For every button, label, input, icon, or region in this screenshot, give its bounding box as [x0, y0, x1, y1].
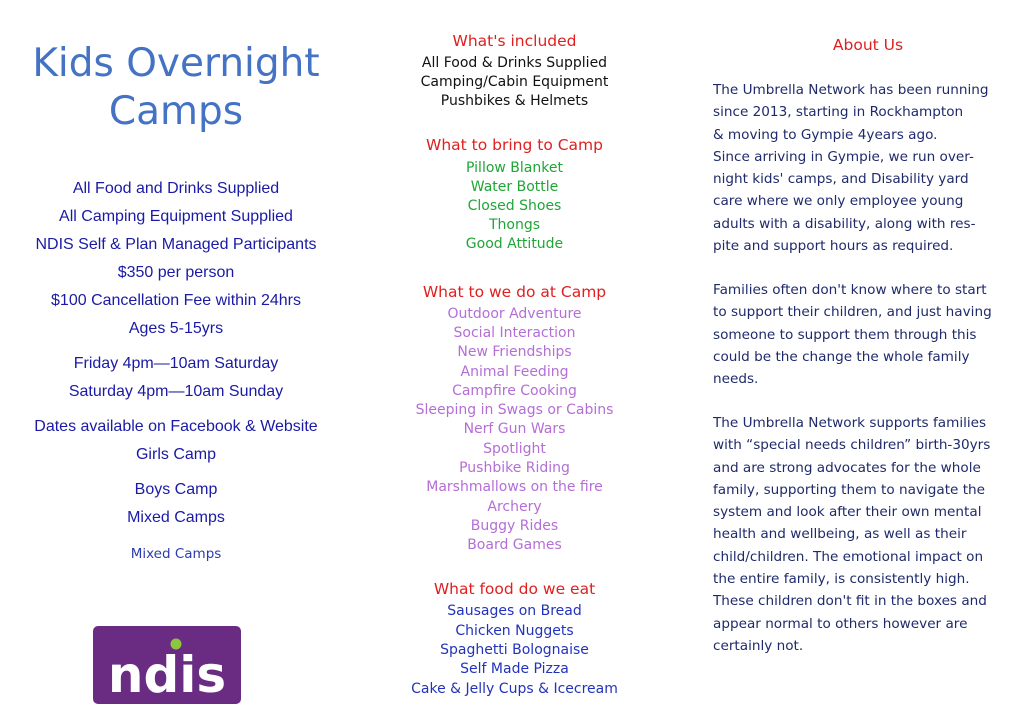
bring-item: Good Attitude	[465, 236, 564, 252]
about-line: to support their children, and just having	[713, 304, 992, 321]
about-line: certainly not.	[713, 637, 804, 654]
activity-item: Campfire Cooking	[452, 383, 577, 399]
page-title	[0, 40, 352, 136]
about-line: could be the change the whole family	[713, 348, 970, 365]
activity-item: Sleeping in Swags or Cabins	[415, 402, 614, 418]
about-line: pite and support hours as required.	[713, 238, 954, 255]
bring-item: Water Bottle	[470, 179, 559, 195]
about-line: since 2013, starting in Rockhampton	[713, 104, 964, 121]
about-paragraph-families	[713, 279, 1024, 390]
activity-item: Marshmallows on the fire	[426, 479, 603, 495]
activities-heading: What to we do at Camp	[422, 283, 607, 301]
about-line: & moving to Gympie 4years ago.	[713, 126, 938, 143]
activity-item: Outdoor Adventure	[447, 306, 582, 322]
activity-item: Archery	[487, 499, 542, 515]
info-saturday-times: Saturday 4pm—10am Sunday	[68, 383, 284, 400]
bring-item: Thongs	[488, 217, 541, 233]
activity-item: Social Interaction	[453, 325, 576, 341]
about-line: Families often don't know where to start	[713, 282, 987, 298]
about-line: health and wellbeing, as well as their	[713, 526, 967, 543]
activity-item: Pushbike Riding	[459, 460, 570, 476]
food-heading: What food do we eat	[433, 580, 596, 598]
about-line: appear normal to others however are	[713, 615, 968, 632]
activity-item: Buggy Rides	[470, 518, 559, 534]
about-line: These children don't fit in the boxes and	[713, 593, 987, 610]
info-cancellation-fee: $100 Cancellation Fee within 24hrs	[51, 292, 301, 309]
about-line: the entire family, is consistently high.	[713, 571, 970, 588]
about-line: needs.	[713, 371, 759, 388]
info-friday-times: Friday 4pm—10am Saturday	[73, 355, 279, 372]
info-price: $350 per person	[117, 264, 235, 281]
about-line: and are strong advocates for the whole	[713, 459, 981, 476]
activity-item: Spotlight	[483, 441, 546, 457]
about-line: care where we only employee young	[713, 193, 964, 210]
info-ndis-participants: NDIS Self & Plan Managed Participants	[35, 236, 317, 253]
about-line: family, supporting them to navigate the	[713, 481, 986, 498]
about-line: child/children. The emotional impact on	[713, 548, 984, 565]
info-girls-camp: Girls Camp	[135, 446, 216, 463]
about-line: The Umbrella Network has been running	[713, 82, 989, 98]
info-mixed-camps: Mixed Camps	[127, 509, 225, 526]
food-item: Sausages on Bread	[447, 603, 582, 619]
about-line: The Umbrella Network supports families	[713, 415, 987, 431]
activity-item: Animal Feeding	[460, 364, 569, 380]
ndis-logo-text: ndis	[107, 646, 227, 704]
included-item: Camping/Cabin Equipment	[420, 74, 609, 90]
about-paragraph-history	[713, 79, 1024, 257]
about-line: adults with a disability, along with res-	[713, 215, 976, 232]
bring-item: Pillow Blanket	[466, 160, 563, 176]
about-line: someone to support them through this	[713, 326, 977, 343]
activity-item: Board Games	[467, 537, 562, 553]
food-item: Chicken Nuggets	[455, 623, 574, 639]
ndis-logo	[93, 626, 241, 704]
food-item: Cake & Jelly Cups & Icecream	[411, 681, 618, 697]
included-heading: What's included	[452, 32, 577, 50]
activity-item: Nerf Gun Wars	[463, 421, 566, 437]
about-us-heading: About Us	[832, 36, 904, 54]
about-line: night kids' camps, and Disability yard	[713, 171, 969, 188]
info-food-drinks: All Food and Drinks Supplied	[72, 180, 280, 197]
ndis-logo-graphic	[93, 626, 241, 704]
included-item: Pushbikes & Helmets	[440, 93, 589, 109]
info-ages: Ages 5-15yrs	[128, 320, 224, 337]
included-item: All Food & Drinks Supplied	[421, 55, 608, 71]
title-line-1: Kids Overnight	[32, 41, 320, 86]
food-item: Self Made Pizza	[460, 661, 569, 677]
bring-heading: What to bring to Camp	[426, 136, 603, 154]
about-line: system and look after their own mental	[713, 504, 982, 521]
food-item: Spaghetti Bolognaise	[440, 642, 589, 658]
info-boys-camp: Boys Camp	[134, 481, 218, 498]
about-line: Since arriving in Gympie, we run over-	[713, 148, 974, 165]
bring-item: Closed Shoes	[467, 198, 562, 214]
title-line-2: Camps	[108, 89, 244, 134]
activity-item: New Friendships	[457, 344, 572, 360]
info-mixed-camps-small: Mixed Camps	[130, 546, 222, 562]
info-camping-equipment: All Camping Equipment Supplied	[59, 208, 293, 225]
about-paragraph-support	[713, 412, 1024, 657]
about-line: with “special needs children” birth-30yrs	[713, 437, 991, 454]
info-dates-available: Dates available on Facebook & Website	[34, 418, 318, 435]
